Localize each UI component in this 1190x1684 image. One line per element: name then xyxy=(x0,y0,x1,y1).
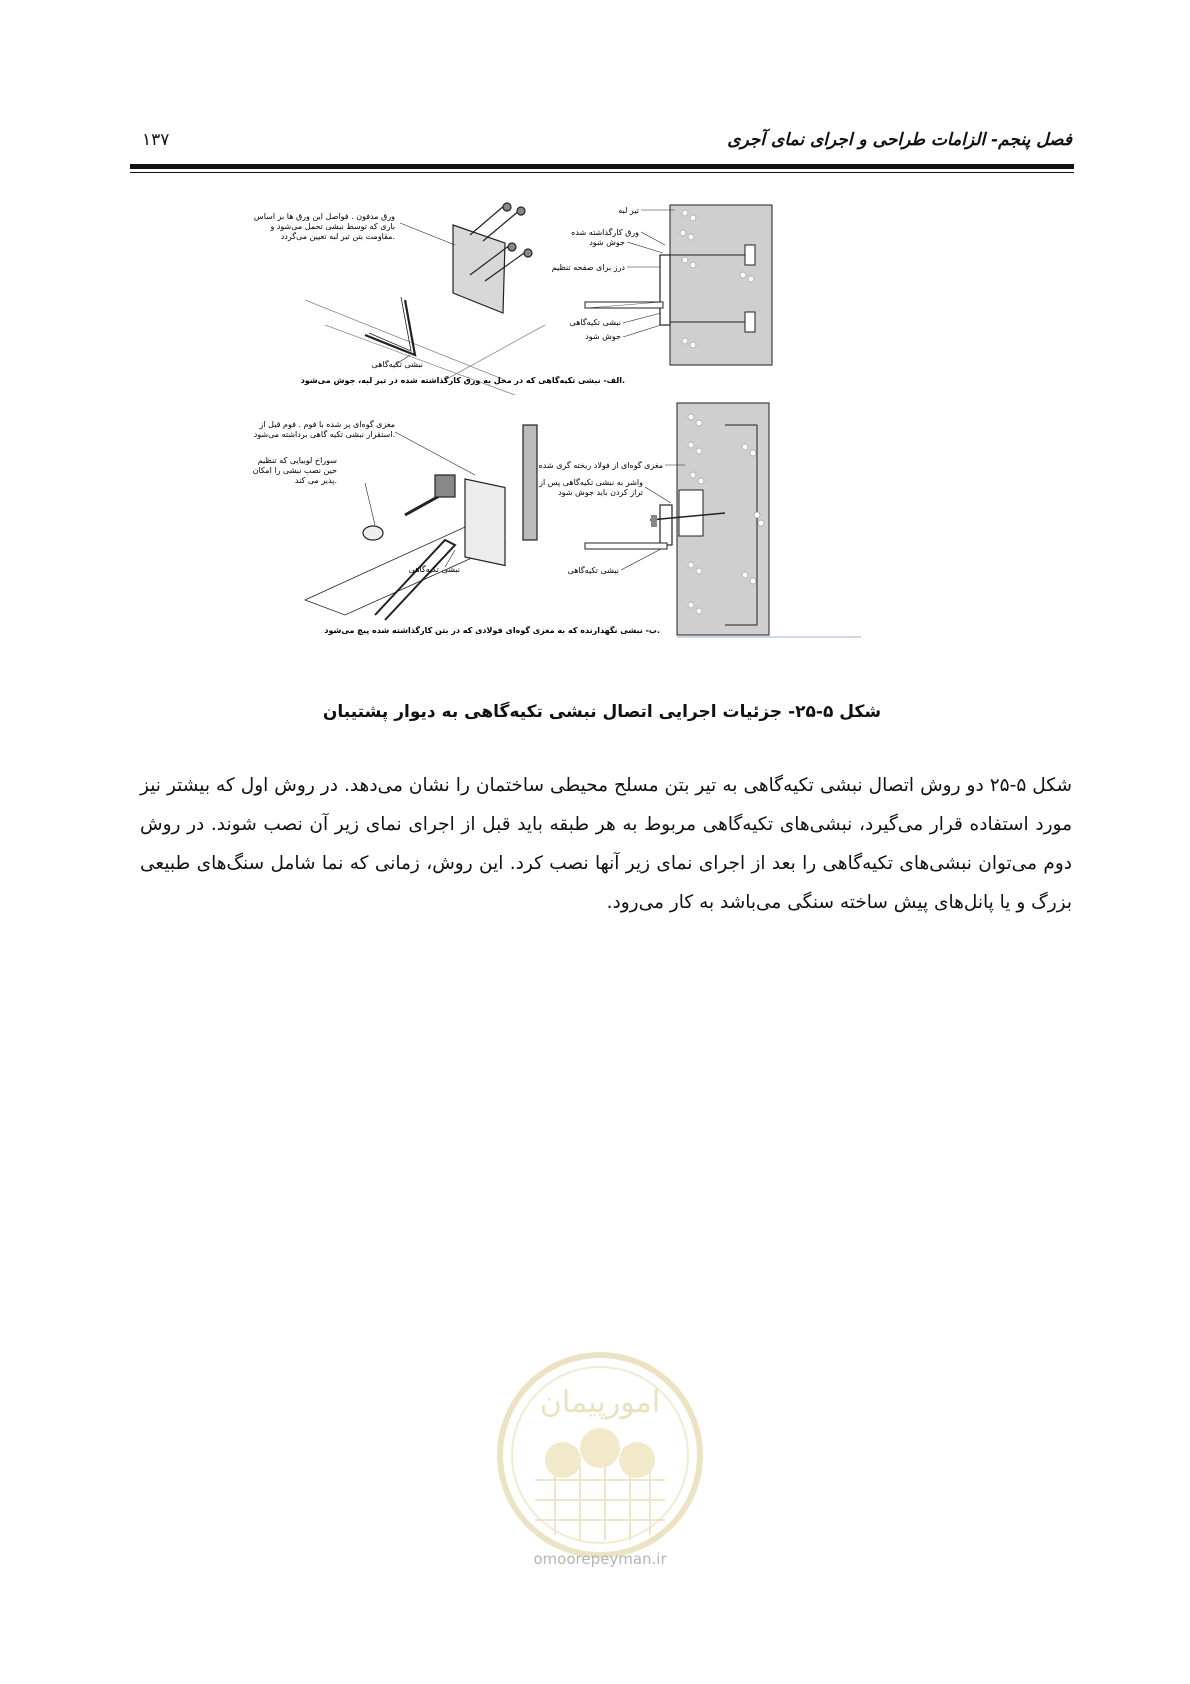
chapter-title: فصل پنجم- الزامات طراحی و اجرای نمای آجری xyxy=(727,130,1072,150)
b-callout-slot-1: سوراخ لوبیایی که تنظیم xyxy=(257,456,337,465)
a-label-weld: جوش شود xyxy=(589,238,625,247)
a-callout-plate-3: مقاومت بتن تیر لبه تعیین می‌گردد. xyxy=(280,232,395,241)
part-b-isometric xyxy=(305,425,537,620)
a-label-weld-2: جوش شود xyxy=(585,332,621,341)
b-label-support-angle-left: نبشی تکیه‌گاهی xyxy=(408,565,460,574)
b-label-support-angle-right: نبشی تکیه‌گاهی xyxy=(567,566,619,575)
a-label-support-angle-weld: نبشی تکیه‌گاهی xyxy=(569,318,621,327)
b-callout-insert-2: استقرار نبشی تکیه گاهی برداشته می‌شود. xyxy=(253,430,395,439)
header-rule-thin xyxy=(130,172,1074,173)
b-label-cast-insert: مغزی گوه‌ای از فولاد ریخته گری شده xyxy=(538,461,663,470)
figure-support-angle-details xyxy=(252,205,925,695)
page-header xyxy=(128,120,1072,150)
watermark-logo-text: امورپیمان xyxy=(539,1385,661,1420)
b-label-washer-1: واشر به نبشی تکیه‌گاهی پس از xyxy=(539,478,643,487)
a-label-support-angle: نبشی تکیه‌گاهی xyxy=(371,360,423,369)
a-label-adjust-gap: درز برای صفحه تنظیم xyxy=(551,263,625,272)
part-b-section xyxy=(585,403,861,637)
a-sub-caption: الف- نبشی تکیه‌گاهی که در محل به ورق کارگذاشته شده در تیر لبه، جوش می‌شود. xyxy=(300,376,625,385)
b-callout-slot-3: پذیر می کند. xyxy=(294,476,337,485)
b-label-washer-2: تراز کردن باید جوش شود xyxy=(558,488,643,497)
a-callout-plate-1: ورق مدفون . فواصل این ورق ها بر اساس xyxy=(253,212,395,221)
a-callout-plate-2: باری که توسط نبشی تحمل می‌شود و xyxy=(270,222,395,231)
body-paragraph: شکل ۵-۲۵ دو روش اتصال نبشی تکیه‌گاهی به تیر بتن مسلح محیطی ساختمان را نشان می‌دهد. در روش اول که بیشتر نیز مورد استفاده قرار می‌گیرد، نبشی‌های تکیه‌گاهی مربوط به هر طبقه باید قبل از اجرای نمای زیر آن نصب شوند. در روش دوم می‌توان نبشی‌های تکیه‌گاهی را بعد از اجرای نمای زیر آنها نصب کرد. این روش، زمانی که نما شامل سنگ‌های طبیعی بزرگ و یا پانل‌های پیش ساخته سنگی می‌باشد به کار می‌رود. xyxy=(140,775,1073,913)
figure-caption: شکل ۵-۲۵- جزئیات اجرایی اتصال نبشی تکیه‌گاهی به دیوار پشتیبان xyxy=(322,702,882,722)
page-number: ۱۳۷ xyxy=(142,130,170,150)
b-callout-insert-1: مغزی گوه‌ای پر شده با فوم . فوم قبل از xyxy=(259,420,395,429)
a-label-embedded-plate: ورق کارگذاشته شده xyxy=(571,228,639,237)
b-callout-slot-2: حین نصب نبشی را امکان xyxy=(252,466,337,475)
header-rule-thick xyxy=(130,164,1074,169)
a-label-edge-beam: تیر لبه xyxy=(618,206,639,215)
b-sub-caption: ب- نبشی نگهدارنده که به مغزی گوه‌ای فولادی که در بتن کارگذاشته شده پیچ می‌شود. xyxy=(324,626,660,635)
watermark-url: omoorepeyman.ir xyxy=(533,1550,667,1568)
watermark-logo xyxy=(475,1340,725,1570)
